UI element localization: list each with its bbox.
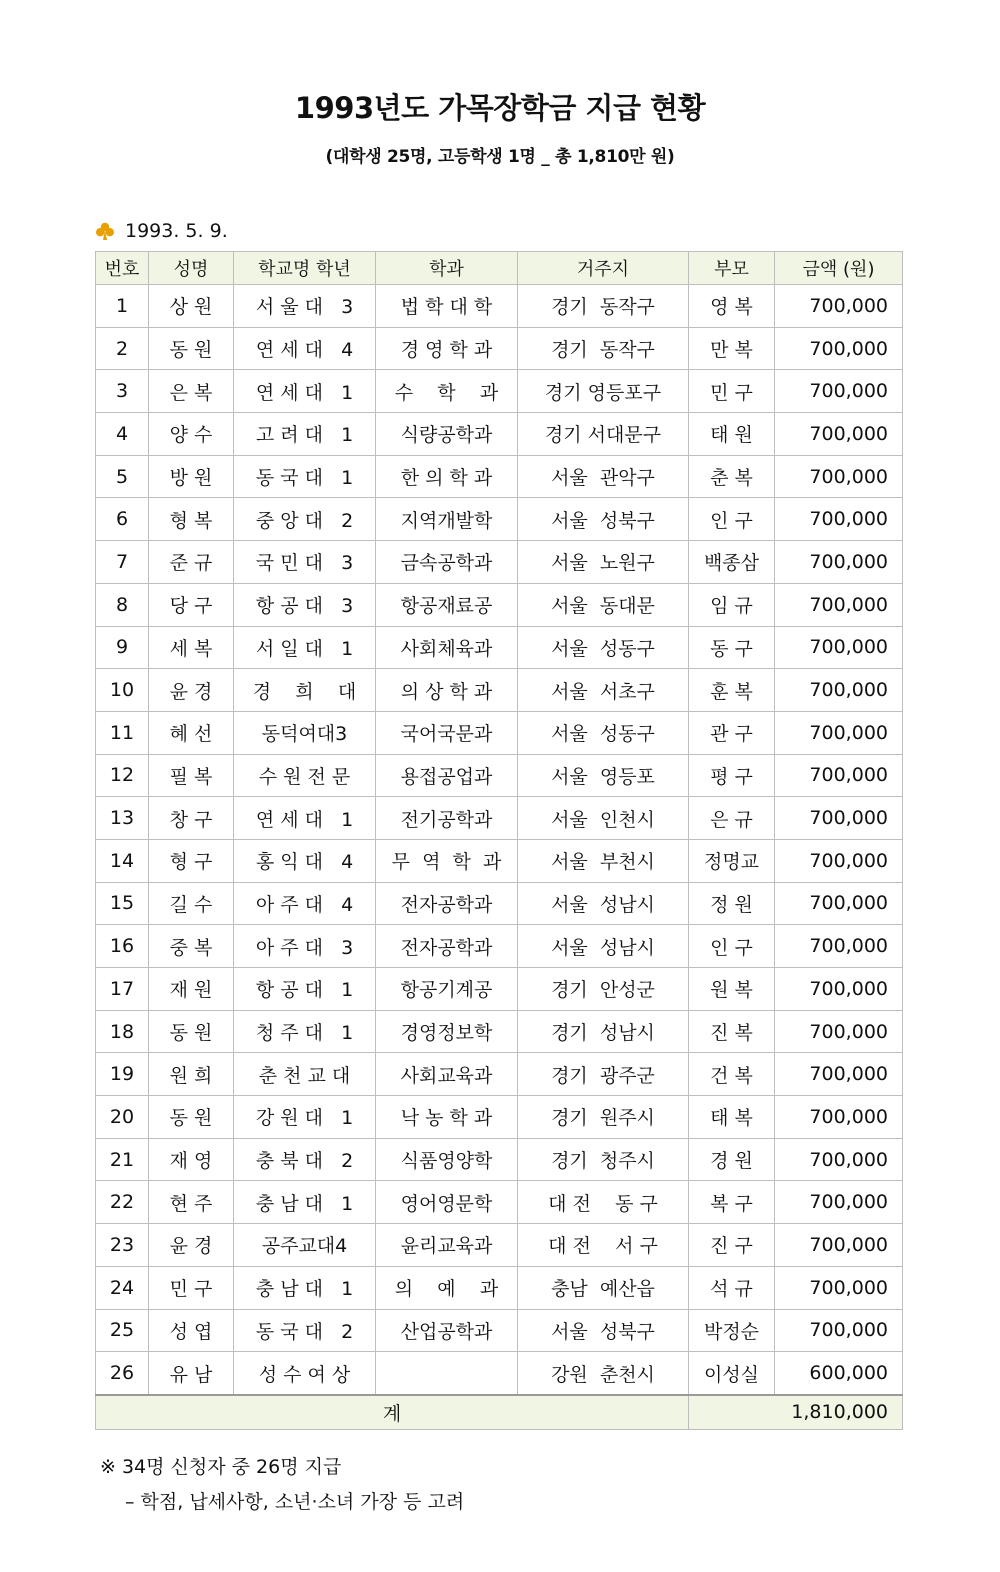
cell-amount: 700,000 bbox=[775, 413, 903, 456]
cell-name: 준 규 bbox=[149, 541, 234, 584]
cell-name: 윤 경 bbox=[149, 1224, 234, 1267]
cell-parent: 훈 복 bbox=[689, 669, 775, 712]
cell-name: 원 희 bbox=[149, 1053, 234, 1096]
cell-major: 식품영양학 bbox=[376, 1138, 518, 1181]
cell-name: 형 구 bbox=[149, 839, 234, 882]
cell-amount: 700,000 bbox=[775, 1096, 903, 1139]
cell-residence: 대 전 서 구 bbox=[518, 1224, 689, 1267]
cell-parent: 원 복 bbox=[689, 968, 775, 1011]
cell-amount: 700,000 bbox=[775, 1181, 903, 1224]
cell-amount: 700,000 bbox=[775, 1266, 903, 1309]
cell-amount: 700,000 bbox=[775, 1309, 903, 1352]
cell-school-grade: 홍 익 대 4 bbox=[234, 839, 376, 882]
cell-name: 재 영 bbox=[149, 1138, 234, 1181]
header-school-grade: 학교명 학년 bbox=[234, 252, 376, 285]
cell-major: 용접공업과 bbox=[376, 754, 518, 797]
cell-number: 20 bbox=[96, 1096, 149, 1139]
cell-number: 23 bbox=[96, 1224, 149, 1267]
cell-major: 식량공학과 bbox=[376, 413, 518, 456]
cell-major: 전자공학과 bbox=[376, 882, 518, 925]
table-row bbox=[96, 285, 903, 328]
cell-school-grade: 경 희 대 bbox=[234, 669, 376, 712]
cell-parent: 이성실 bbox=[689, 1352, 775, 1395]
cell-major: 의 예 과 bbox=[376, 1266, 518, 1309]
table-row bbox=[96, 1096, 903, 1139]
cell-name: 중 복 bbox=[149, 925, 234, 968]
cell-amount: 700,000 bbox=[775, 1138, 903, 1181]
cell-parent: 춘 복 bbox=[689, 455, 775, 498]
cell-number: 10 bbox=[96, 669, 149, 712]
cell-parent: 인 구 bbox=[689, 498, 775, 541]
note-applicants: ※ 34명 신청자 중 26명 지급 bbox=[100, 1456, 342, 1478]
cell-name: 유 남 bbox=[149, 1352, 234, 1395]
cell-school-grade: 아 주 대 3 bbox=[234, 925, 376, 968]
cell-number: 8 bbox=[96, 583, 149, 626]
cell-residence: 경기 원주시 bbox=[518, 1096, 689, 1139]
table-row bbox=[96, 1352, 903, 1395]
cell-name: 창 구 bbox=[149, 797, 234, 840]
cell-parent: 정명교 bbox=[689, 839, 775, 882]
table-row bbox=[96, 626, 903, 669]
cell-amount: 700,000 bbox=[775, 285, 903, 328]
cell-major: 윤리교육과 bbox=[376, 1224, 518, 1267]
table-header-row bbox=[96, 252, 903, 285]
cell-number: 9 bbox=[96, 626, 149, 669]
cell-amount: 600,000 bbox=[775, 1352, 903, 1395]
cell-school-grade: 동 국 대 2 bbox=[234, 1309, 376, 1352]
cell-number: 25 bbox=[96, 1309, 149, 1352]
cell-residence: 경기 동작구 bbox=[518, 285, 689, 328]
table-row bbox=[96, 1181, 903, 1224]
cell-residence: 경기 동작구 bbox=[518, 327, 689, 370]
cell-parent: 인 구 bbox=[689, 925, 775, 968]
table-row bbox=[96, 1266, 903, 1309]
cell-amount: 700,000 bbox=[775, 1010, 903, 1053]
cell-parent: 건 복 bbox=[689, 1053, 775, 1096]
cell-amount: 700,000 bbox=[775, 455, 903, 498]
header-major: 학과 bbox=[376, 252, 518, 285]
cell-number: 2 bbox=[96, 327, 149, 370]
cell-major: 경 영 학 과 bbox=[376, 327, 518, 370]
cell-number: 18 bbox=[96, 1010, 149, 1053]
table-row bbox=[96, 327, 903, 370]
total-label: 계 bbox=[96, 1395, 689, 1430]
cell-school-grade: 청 주 대 1 bbox=[234, 1010, 376, 1053]
cell-residence: 경기 광주군 bbox=[518, 1053, 689, 1096]
cell-school-grade: 연 세 대 1 bbox=[234, 370, 376, 413]
issue-date: 1993. 5. 9. bbox=[125, 220, 228, 242]
total-amount: 1,810,000 bbox=[689, 1395, 903, 1430]
table-row bbox=[96, 541, 903, 584]
cell-amount: 700,000 bbox=[775, 370, 903, 413]
cell-number: 13 bbox=[96, 797, 149, 840]
table-row bbox=[96, 925, 903, 968]
cell-number: 21 bbox=[96, 1138, 149, 1181]
cell-major bbox=[376, 1352, 518, 1395]
cell-residence: 서울 성남시 bbox=[518, 882, 689, 925]
cell-major: 항공재료공 bbox=[376, 583, 518, 626]
cell-name: 당 구 bbox=[149, 583, 234, 626]
cell-school-grade: 항 공 대 1 bbox=[234, 968, 376, 1011]
cell-major: 국어국문과 bbox=[376, 711, 518, 754]
cell-name: 형 복 bbox=[149, 498, 234, 541]
cell-school-grade: 서 일 대 1 bbox=[234, 626, 376, 669]
cell-number: 17 bbox=[96, 968, 149, 1011]
cell-residence: 서울 인천시 bbox=[518, 797, 689, 840]
page-subtitle: (대학생 25명, 고등학생 1명 _ 총 1,810만 원) bbox=[325, 147, 675, 167]
cell-school-grade: 공주교대4 bbox=[234, 1224, 376, 1267]
cell-residence: 서울 관악구 bbox=[518, 455, 689, 498]
cell-residence: 서울 성북구 bbox=[518, 1309, 689, 1352]
cell-name: 혜 선 bbox=[149, 711, 234, 754]
scholarship-table bbox=[95, 251, 903, 1430]
table-row bbox=[96, 455, 903, 498]
cell-parent: 평 구 bbox=[689, 754, 775, 797]
table-row bbox=[96, 1224, 903, 1267]
cell-amount: 700,000 bbox=[775, 669, 903, 712]
table-row bbox=[96, 1010, 903, 1053]
cell-name: 재 원 bbox=[149, 968, 234, 1011]
cell-parent: 만 복 bbox=[689, 327, 775, 370]
cell-name: 민 구 bbox=[149, 1266, 234, 1309]
cell-parent: 정 원 bbox=[689, 882, 775, 925]
cell-number: 5 bbox=[96, 455, 149, 498]
cell-number: 15 bbox=[96, 882, 149, 925]
cell-parent: 진 복 bbox=[689, 1010, 775, 1053]
cell-number: 16 bbox=[96, 925, 149, 968]
cell-school-grade: 국 민 대 3 bbox=[234, 541, 376, 584]
cell-amount: 700,000 bbox=[775, 711, 903, 754]
table-row bbox=[96, 498, 903, 541]
cell-parent: 임 규 bbox=[689, 583, 775, 626]
cell-school-grade: 연 세 대 1 bbox=[234, 797, 376, 840]
club-icon bbox=[95, 221, 115, 241]
cell-parent: 석 규 bbox=[689, 1266, 775, 1309]
cell-residence: 서울 성북구 bbox=[518, 498, 689, 541]
cell-amount: 700,000 bbox=[775, 882, 903, 925]
table-row bbox=[96, 797, 903, 840]
cell-major: 경영정보학 bbox=[376, 1010, 518, 1053]
cell-major: 수 학 과 bbox=[376, 370, 518, 413]
cell-major: 한 의 학 과 bbox=[376, 455, 518, 498]
cell-residence: 경기 영등포구 bbox=[518, 370, 689, 413]
cell-residence: 서울 동대문 bbox=[518, 583, 689, 626]
cell-residence: 강원 춘천시 bbox=[518, 1352, 689, 1395]
cell-name: 길 수 bbox=[149, 882, 234, 925]
table-body bbox=[96, 285, 903, 1395]
cell-name: 상 원 bbox=[149, 285, 234, 328]
cell-name: 필 복 bbox=[149, 754, 234, 797]
cell-parent: 은 규 bbox=[689, 797, 775, 840]
cell-major: 법 학 대 학 bbox=[376, 285, 518, 328]
cell-parent: 복 구 bbox=[689, 1181, 775, 1224]
cell-school-grade: 서 울 대 3 bbox=[234, 285, 376, 328]
cell-school-grade: 수 원 전 문 bbox=[234, 754, 376, 797]
cell-residence: 서울 서초구 bbox=[518, 669, 689, 712]
cell-amount: 700,000 bbox=[775, 327, 903, 370]
cell-school-grade: 아 주 대 4 bbox=[234, 882, 376, 925]
cell-amount: 700,000 bbox=[775, 968, 903, 1011]
cell-parent: 영 복 bbox=[689, 285, 775, 328]
table-row bbox=[96, 839, 903, 882]
cell-school-grade: 동 국 대 1 bbox=[234, 455, 376, 498]
cell-amount: 700,000 bbox=[775, 839, 903, 882]
cell-school-grade: 충 남 대 1 bbox=[234, 1181, 376, 1224]
cell-residence: 서울 성남시 bbox=[518, 925, 689, 968]
header-parent: 부모 bbox=[689, 252, 775, 285]
cell-parent: 태 복 bbox=[689, 1096, 775, 1139]
cell-amount: 700,000 bbox=[775, 925, 903, 968]
cell-major: 낙 농 학 과 bbox=[376, 1096, 518, 1139]
cell-residence: 서울 성동구 bbox=[518, 711, 689, 754]
table-row bbox=[96, 968, 903, 1011]
cell-school-grade: 성 수 여 상 bbox=[234, 1352, 376, 1395]
cell-residence: 서울 부천시 bbox=[518, 839, 689, 882]
cell-major: 영어영문학 bbox=[376, 1181, 518, 1224]
cell-amount: 700,000 bbox=[775, 583, 903, 626]
cell-parent: 박정순 bbox=[689, 1309, 775, 1352]
cell-amount: 700,000 bbox=[775, 541, 903, 584]
cell-name: 윤 경 bbox=[149, 669, 234, 712]
cell-residence: 경기 서대문구 bbox=[518, 413, 689, 456]
table-row bbox=[96, 1138, 903, 1181]
cell-number: 11 bbox=[96, 711, 149, 754]
cell-major: 전자공학과 bbox=[376, 925, 518, 968]
cell-major: 사회체육과 bbox=[376, 626, 518, 669]
cell-name: 동 원 bbox=[149, 1010, 234, 1053]
cell-school-grade: 충 북 대 2 bbox=[234, 1138, 376, 1181]
cell-parent: 진 구 bbox=[689, 1224, 775, 1267]
cell-number: 24 bbox=[96, 1266, 149, 1309]
cell-amount: 700,000 bbox=[775, 1053, 903, 1096]
cell-residence: 서울 노원구 bbox=[518, 541, 689, 584]
table-row bbox=[96, 1053, 903, 1096]
cell-parent: 민 구 bbox=[689, 370, 775, 413]
cell-number: 1 bbox=[96, 285, 149, 328]
cell-parent: 관 구 bbox=[689, 711, 775, 754]
cell-name: 현 주 bbox=[149, 1181, 234, 1224]
cell-major: 사회교육과 bbox=[376, 1053, 518, 1096]
cell-residence: 충남 예산읍 bbox=[518, 1266, 689, 1309]
table-row bbox=[96, 370, 903, 413]
cell-number: 6 bbox=[96, 498, 149, 541]
cell-residence: 경기 안성군 bbox=[518, 968, 689, 1011]
cell-residence: 경기 청주시 bbox=[518, 1138, 689, 1181]
cell-number: 4 bbox=[96, 413, 149, 456]
cell-amount: 700,000 bbox=[775, 498, 903, 541]
cell-school-grade: 항 공 대 3 bbox=[234, 583, 376, 626]
cell-amount: 700,000 bbox=[775, 797, 903, 840]
table-row bbox=[96, 754, 903, 797]
cell-school-grade: 연 세 대 4 bbox=[234, 327, 376, 370]
cell-parent: 동 구 bbox=[689, 626, 775, 669]
cell-name: 성 엽 bbox=[149, 1309, 234, 1352]
cell-amount: 700,000 bbox=[775, 754, 903, 797]
cell-school-grade: 강 원 대 1 bbox=[234, 1096, 376, 1139]
table-row bbox=[96, 413, 903, 456]
cell-residence: 대 전 동 구 bbox=[518, 1181, 689, 1224]
header-name: 성명 bbox=[149, 252, 234, 285]
header-residence: 거주지 bbox=[518, 252, 689, 285]
cell-name: 동 원 bbox=[149, 1096, 234, 1139]
cell-name: 양 수 bbox=[149, 413, 234, 456]
cell-number: 3 bbox=[96, 370, 149, 413]
cell-name: 은 복 bbox=[149, 370, 234, 413]
cell-residence: 서울 영등포 bbox=[518, 754, 689, 797]
cell-amount: 700,000 bbox=[775, 626, 903, 669]
cell-major: 지역개발학 bbox=[376, 498, 518, 541]
cell-number: 14 bbox=[96, 839, 149, 882]
cell-number: 12 bbox=[96, 754, 149, 797]
cell-number: 19 bbox=[96, 1053, 149, 1096]
page-title: 1993년도 가목장학금 지급 현황 bbox=[294, 91, 706, 125]
cell-residence: 서울 성동구 bbox=[518, 626, 689, 669]
cell-school-grade: 중 앙 대 2 bbox=[234, 498, 376, 541]
cell-number: 26 bbox=[96, 1352, 149, 1395]
header-amount: 금액 (원) bbox=[775, 252, 903, 285]
cell-parent: 백종삼 bbox=[689, 541, 775, 584]
cell-major: 산업공학과 bbox=[376, 1309, 518, 1352]
cell-school-grade: 동덕여대3 bbox=[234, 711, 376, 754]
cell-amount: 700,000 bbox=[775, 1224, 903, 1267]
date-line bbox=[95, 220, 228, 242]
cell-name: 세 복 bbox=[149, 626, 234, 669]
table-row bbox=[96, 882, 903, 925]
table-row bbox=[96, 669, 903, 712]
cell-school-grade: 춘 천 교 대 bbox=[234, 1053, 376, 1096]
header-number: 번호 bbox=[96, 252, 149, 285]
cell-number: 7 bbox=[96, 541, 149, 584]
total-row bbox=[96, 1395, 903, 1430]
cell-parent: 경 원 bbox=[689, 1138, 775, 1181]
cell-school-grade: 충 남 대 1 bbox=[234, 1266, 376, 1309]
cell-major: 무 역 학 과 bbox=[376, 839, 518, 882]
cell-school-grade: 고 려 대 1 bbox=[234, 413, 376, 456]
table-row bbox=[96, 1309, 903, 1352]
cell-residence: 경기 성남시 bbox=[518, 1010, 689, 1053]
note-criteria: – 학점, 납세사항, 소년·소녀 가장 등 고려 bbox=[125, 1491, 465, 1513]
cell-name: 동 원 bbox=[149, 327, 234, 370]
cell-major: 전기공학과 bbox=[376, 797, 518, 840]
table-row bbox=[96, 711, 903, 754]
table-row bbox=[96, 583, 903, 626]
cell-major: 항공기계공 bbox=[376, 968, 518, 1011]
cell-major: 금속공학과 bbox=[376, 541, 518, 584]
cell-name: 방 원 bbox=[149, 455, 234, 498]
cell-parent: 태 원 bbox=[689, 413, 775, 456]
cell-number: 22 bbox=[96, 1181, 149, 1224]
cell-major: 의 상 학 과 bbox=[376, 669, 518, 712]
